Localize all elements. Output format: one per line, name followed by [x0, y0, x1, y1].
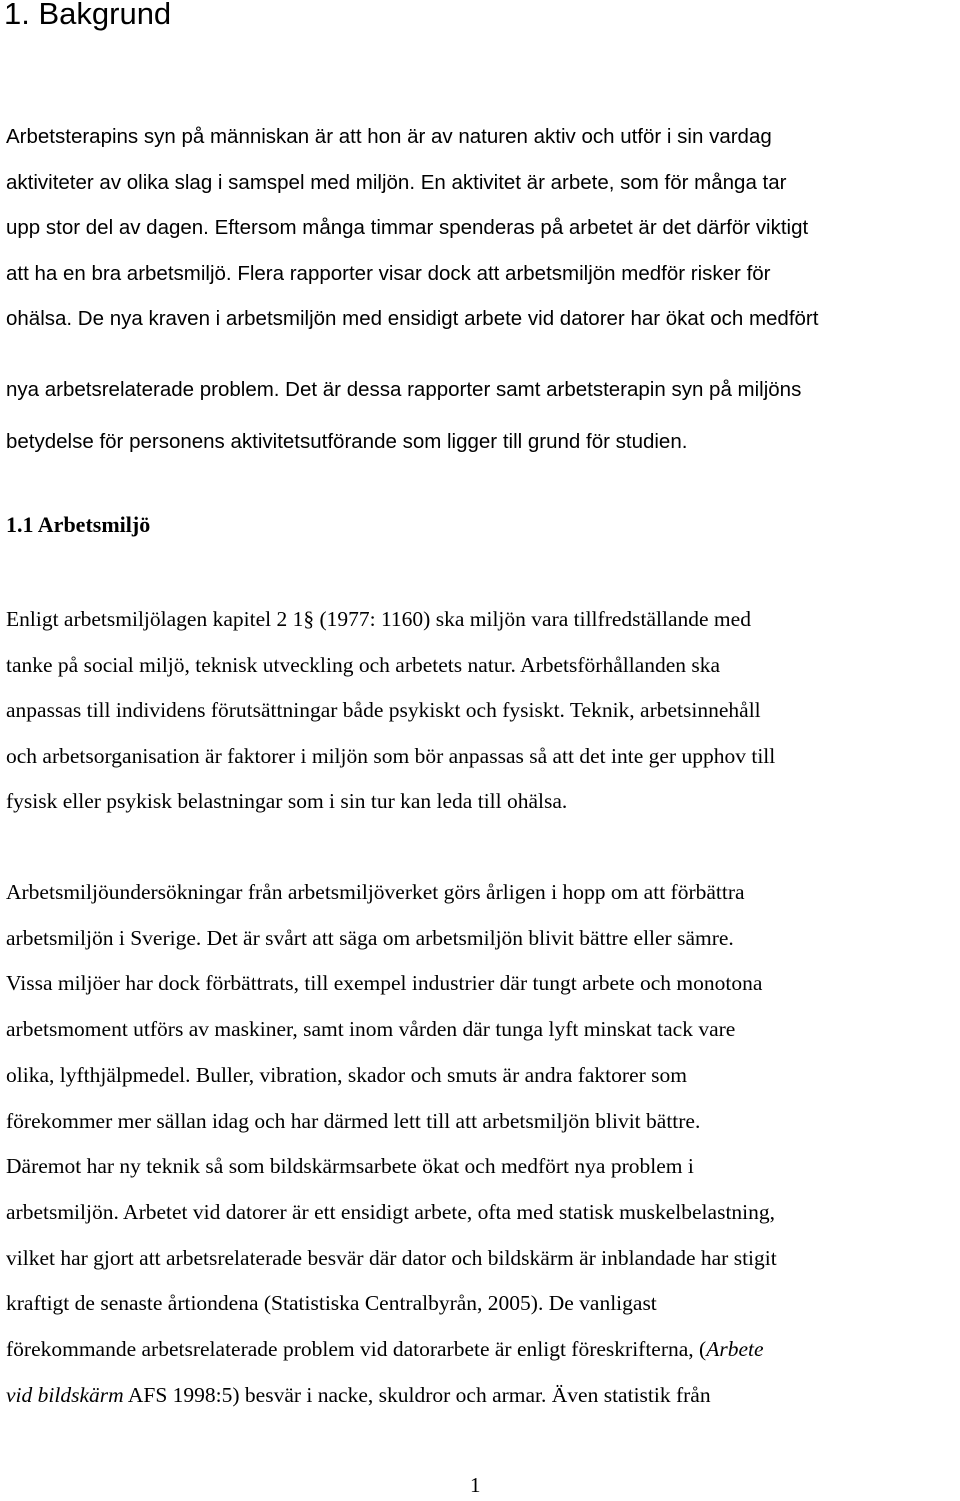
text-line: arbetsmoment utförs av maskiner, samt inom vården där tunga lyft minskat tack vare — [6, 1017, 736, 1042]
text-line: betydelse för personens aktivitetsutförande som ligger till grund för studien. — [6, 430, 688, 453]
survey-paragraph — [6, 870, 960, 1418]
text-line: arbetsmiljön i Sverige. Det är svårt att säga om arbetsmiljön blivit bättre eller sämre. — [6, 925, 734, 950]
text-line: fysisk eller psykisk belastningar som i sin tur kan leda till ohälsa. — [6, 789, 568, 814]
law-paragraph — [6, 597, 960, 825]
text-line: kraftigt de senaste årtiondena (Statistiska Centralbyrån, 2005). De vanligast — [6, 1291, 657, 1316]
text-line: upp stor del av dagen. Eftersom många timmar spenderas på arbetet är det därför viktigt — [6, 216, 809, 239]
text-line: anpassas till individens förutsättningar både psykiskt och fysiskt. Teknik, arbetsinnehåll — [6, 698, 761, 723]
text-line: Arbetsterapins syn på människan är att hon är av naturen aktiv och utför i sin vardag — [6, 125, 772, 148]
text-line: aktiviteter av olika slag i samspel med miljön. En aktivitet är arbete, som för många tar — [6, 170, 787, 194]
text-line: tanke på social miljö, teknisk utveckling och arbetets natur. Arbetsförhållanden ska — [6, 652, 721, 677]
text-segment: förekommande arbetsrelaterade problem vid datorarbete är enligt föreskrifterna, ( — [6, 1337, 707, 1362]
intro-paragraph-continued — [6, 364, 960, 468]
text-line: Arbetsmiljöundersökningar från arbetsmiljöverket görs årligen i hopp om att förbättra — [6, 880, 745, 904]
text-line: Enligt arbetsmiljölagen kapitel 2 1§ (1977: 1160) ska miljön vara tillfredställande med — [6, 607, 751, 631]
text-line — [6, 1373, 960, 1419]
text-line: Vissa miljöer har dock förbättrats, till exempel industrier där tungt arbete och monotona — [6, 971, 763, 996]
section-heading: 1. Bakgrund — [4, 0, 172, 31]
text-line: att ha en bra arbetsmiljö. Flera rapporter visar dock att arbetsmiljön medför risker för — [6, 261, 771, 285]
subsection-heading: 1.1 Arbetsmiljö — [6, 512, 151, 537]
italic-title: vid bildskärm — [6, 1382, 124, 1407]
text-line — [6, 1327, 960, 1373]
text-segment: AFS 1998:5) besvär i nacke, skuldror och armar. Även statistik från — [123, 1382, 711, 1407]
page-number: 1 — [470, 1473, 481, 1497]
intro-paragraph — [6, 114, 960, 342]
text-line: arbetsmiljön. Arbetet vid datorer är ett ensidigt arbete, ofta med statisk muskelbelastning, — [6, 1199, 776, 1224]
text-line: vilket har gjort att arbetsrelaterade besvär där dator och bildskärm är inblandade har stigit — [6, 1245, 777, 1270]
text-line: förekommer mer sällan idag och har därmed lett till att arbetsmiljön blivit bättre. — [6, 1108, 701, 1133]
text-line: Däremot har ny teknik så som bildskärmsarbete ökat och medfört nya problem i — [6, 1154, 694, 1179]
text-line: olika, lyfthjälpmedel. Buller, vibration, skador och smuts är andra faktorer som — [6, 1062, 687, 1087]
text-line: nya arbetsrelaterade problem. Det är dessa rapporter samt arbetsterapin syn på miljöns — [6, 378, 802, 401]
text-line: och arbetsorganisation är faktorer i miljön som bör anpassas så att det inte ger upphov till — [6, 743, 776, 768]
text-line: ohälsa. De nya kraven i arbetsmiljön med ensidigt arbete vid datorer har ökat och medfört — [6, 307, 819, 330]
italic-title: Arbete — [706, 1337, 764, 1362]
